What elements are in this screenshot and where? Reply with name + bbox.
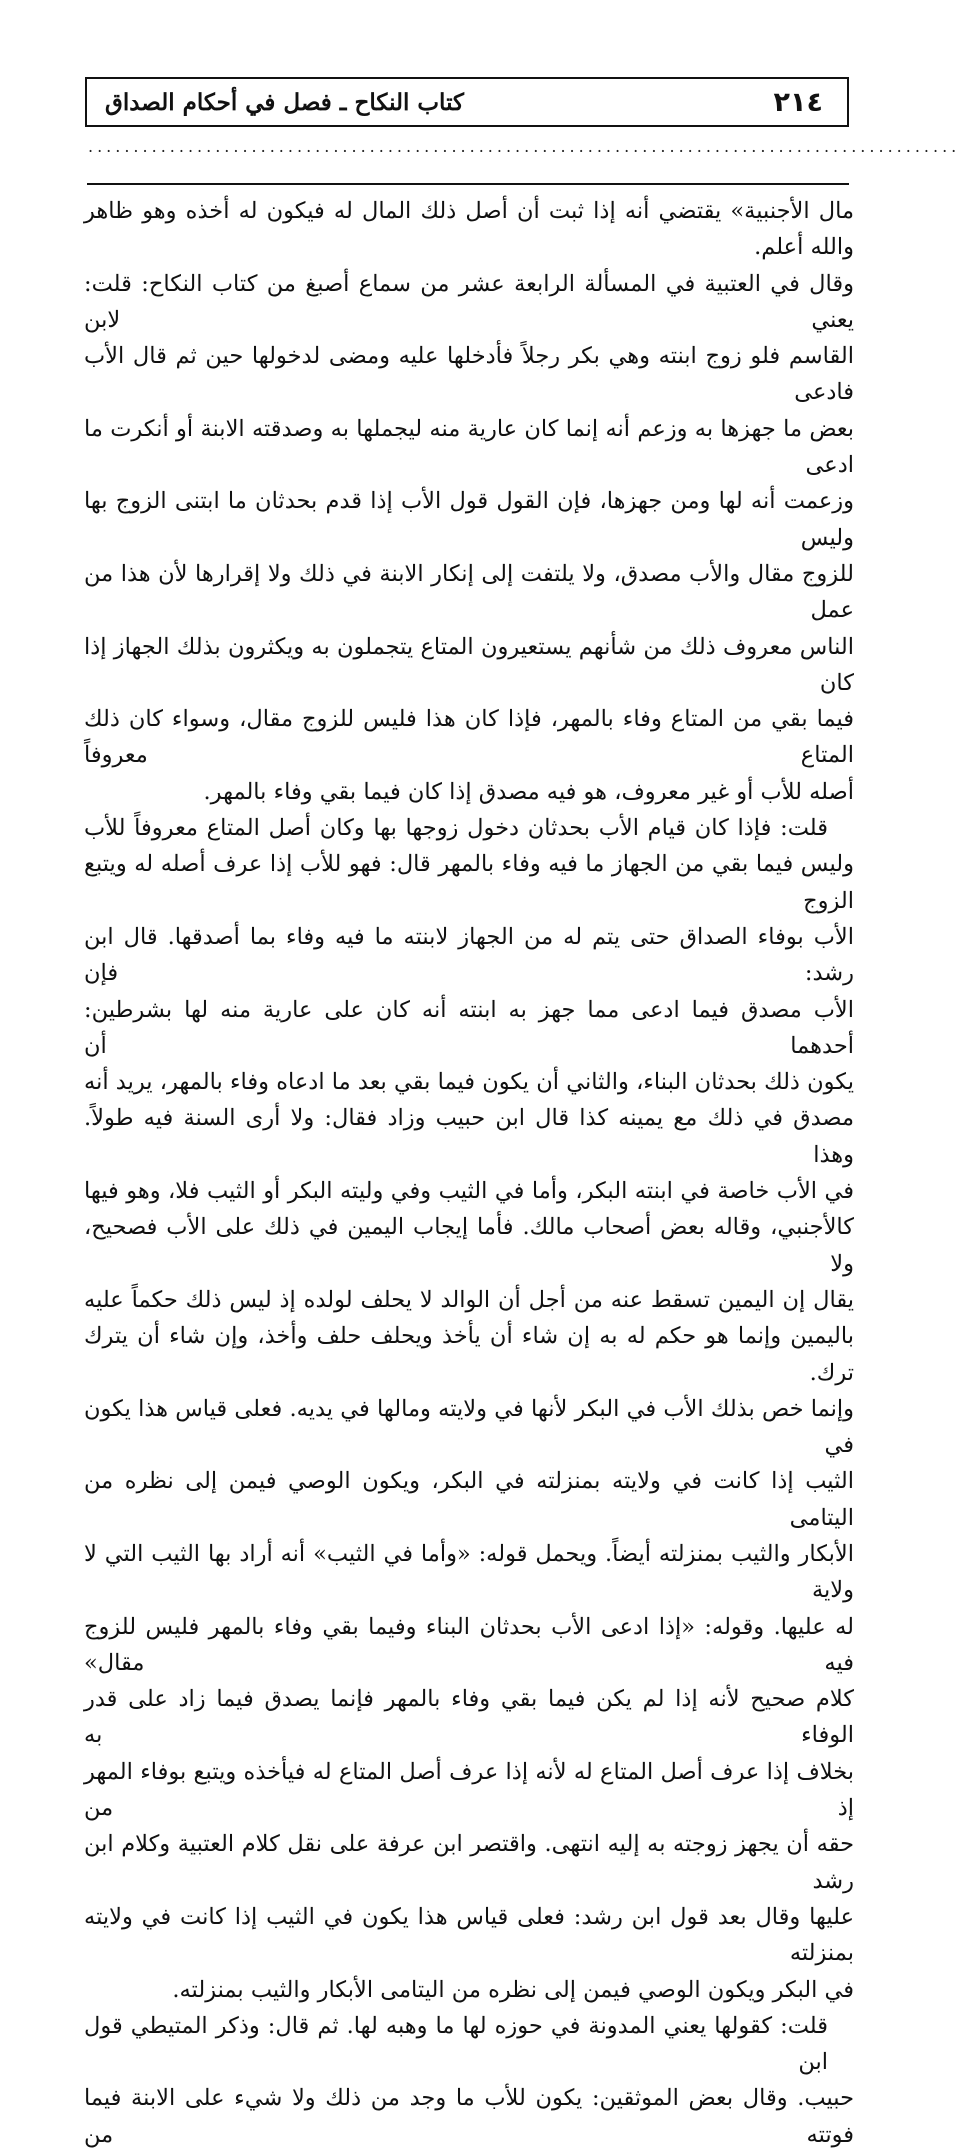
text-line: قلت: كقولها يعني المدونة في حوزه لها ما وهبه لها. ثم قال: وذكر المتيطي قول ابن <box>84 2012 828 2076</box>
text-line: الثيب إذا كانت في ولايته بمنزلته في البكر، ويكون الوصي فيمن إلى نظره من اليتامى <box>84 1468 854 1531</box>
text-line: في البكر ويكون الوصي فيمن إلى نظره من اليتامى الأبكار والثيب بمنزلته. <box>172 1976 854 2003</box>
text-line: له عليها. وقوله: «إذا ادعى الأب بحدثان البناء وفيما بقي وفاء بالمهر فليس للزوج فيه مقال» <box>84 1613 854 1676</box>
text-line: كلام صحيح لأنه إذا لم يكن فيما بقي وفاء بالمهر فإنما يصدق فيما زاد على قدر الوفاء به <box>84 1686 854 1749</box>
text-line: الناس معروف ذلك من شأنهم يستعيرون المتاع يتجملون به ويكثرون بذلك الجهاز إذا كان <box>84 633 854 696</box>
text-line: للزوج مقال والأب مصدق، ولا يلتفت إلى إنكار الابنة في ذلك ولا إقرارها لأن هذا من عمل <box>84 560 854 624</box>
main-text <box>84 193 854 2153</box>
text-line: فيما بقي من المتاع وفاء بالمهر، فإذا كان هذا فليس للزوج مقال، وسواء كان ذلك المتاع معروفاً <box>84 706 854 769</box>
text-line: وزعمت أنه لها ومن جهزها، فإن القول قول الأب إذا قدم بحدثان ما ابتنى الزوج بها وليس <box>84 488 854 551</box>
text-line: كالأجنبي، وقاله بعض أصحاب مالك. فأما إيجاب اليمين في ذلك على الأب فصحيح، ولا <box>84 1214 854 1277</box>
text-line: في الأب خاصة في ابنته البكر، وأما في الثيب وفي وليته البكر أو الثيب فلا، وهو فيها <box>84 1178 854 1205</box>
text-line: الأبكار والثيب بمنزلته أيضاً. ويحمل قوله: «وأما في الثيب» أنه أراد بها الثيب التي لا ولاية <box>84 1540 854 1604</box>
page-number: ٢١٤ <box>773 87 823 118</box>
text-line: الأب مصدق فيما ادعى مما جهز به ابنته أنه كان على عارية منه لها بشرطين: أحدهما أن <box>84 996 854 1059</box>
text-line: حبيب. وقال بعض الموثقين: يكون للأب ما وجد من ذلك ولا شيء على الابنة فيما فوتته من <box>84 2085 854 2148</box>
text-line: باليمين وإنما هو حكم له به إن شاء أن يأخذ ويحلف حلف وأخذ، وإن شاء أن يترك ترك. <box>84 1323 854 1386</box>
text-line: الأب بوفاء الصداق حتى يتم له من الجهاز لابنته ما فيه وفاء بما أصدقها. قال ابن رشد: فإن <box>84 923 854 987</box>
text-line: بخلاف إذا عرف أصل المتاع له لأنه إذا عرف أصل المتاع له فيأخذه ويتبع بوفاء المهر إذ من <box>84 1758 854 1822</box>
text-line: قلت: فإذا كان قيام الأب بحدثان دخول زوجها بها وكان أصل المتاع معروفاً للأب <box>84 815 828 842</box>
running-title: كتاب النكاح ـ فصل في أحكام الصداق <box>105 89 464 116</box>
text-line: وليس فيما بقي من الجهاز ما فيه وفاء بالمهر قال: فهو للأب إذا عرف أصله له ويتبع الزوج <box>84 851 854 914</box>
text-line: حقه أن يجهز زوجته به إليه انتهى. واقتصر ابن عرفة على نقل كلام العتبية وكلام ابن رشد <box>84 1831 854 1894</box>
text-line: يقال إن اليمين تسقط عنه من أجل أن الوالد لا يحلف لولده إذ ليس ذلك حكماً عليه <box>84 1286 854 1313</box>
text-line: أصله للأب أو غير معروف، هو فيه مصدق إذا كان فيما بقي وفاء بالمهر. <box>203 778 854 805</box>
page-header <box>85 77 849 127</box>
text-line: مصدق في ذلك مع يمينه كذا قال ابن حبيب وزاد فقال: ولا أرى السنة فيه طولاً. وهذا <box>84 1105 854 1168</box>
header-rule <box>87 183 849 185</box>
text-line: يكون ذلك بحدثان البناء، والثاني أن يكون فيما بقي بعد ما ادعاه وفاء بالمهر، يريد أنه <box>84 1069 854 1096</box>
text-line: بعض ما جهزها به وزعم أنه إنما كان عارية منه ليجملها به وصدقته الابنة أو أنكرت ما ادعى <box>84 415 854 479</box>
dotted-separator: ................................................................................................ <box>88 137 961 156</box>
text-line: مال الأجنبية» يقتضي أنه إذا ثبت أن أصل ذلك المال له فيكون له أخذه وهو ظاهر والله أعلم. <box>84 198 854 261</box>
text-line: عليها وقال بعد قول ابن رشد: فعلى قياس هذا يكون في الثيب إذا كانت في ولايته بمنزلته <box>84 1903 854 1967</box>
text-line: القاسم فلو زوج ابنته وهي بكر رجلاً فأدخلها عليه ومضى لدخولها حين ثم قال الأب فادعى <box>84 343 854 406</box>
text-line: وقال في العتبية في المسألة الرابعة عشر من سماع أصبغ من كتاب النكاح: قلت: يعني لابن <box>84 270 854 333</box>
text-line: وإنما خص بذلك الأب في البكر لأنها في ولايته ومالها في يديه. فعلى قياس هذا يكون في <box>84 1395 854 1459</box>
